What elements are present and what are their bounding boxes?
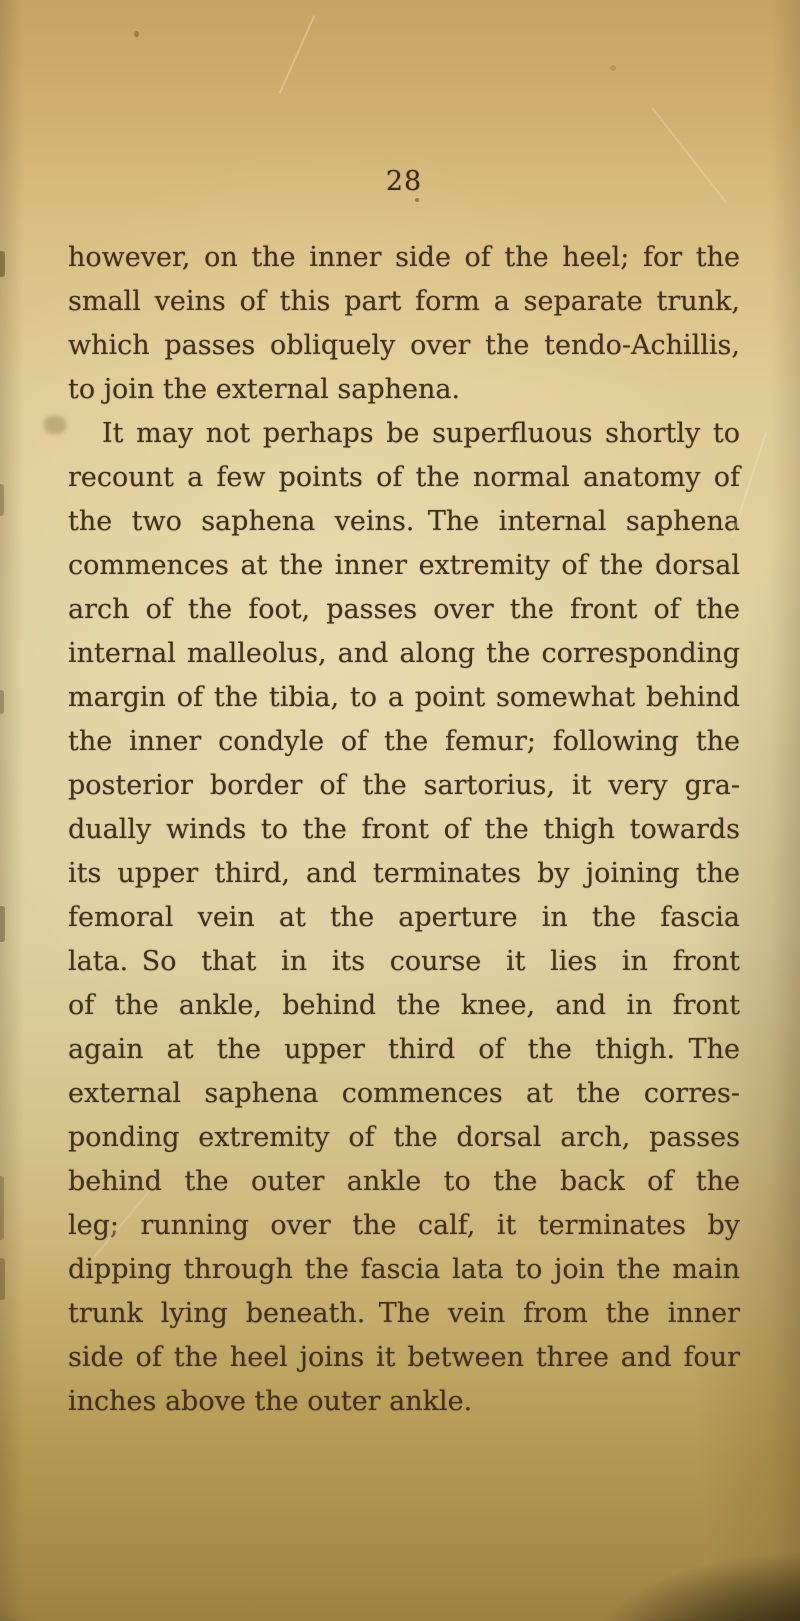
text-line: posterior border of the sartorius, it very gra- (68, 770, 740, 801)
text-line: the inner condyle of the femur; following the (68, 726, 740, 757)
text-line: again at the upper third of the thigh. The (68, 1034, 740, 1065)
text-line: recount a few points of the normal anatomy of (68, 462, 740, 493)
text-line: its upper third, and terminates by joining the (68, 858, 740, 889)
text-line: external saphena commences at the corres- (68, 1078, 740, 1109)
text-line: however, on the inner side of the heel; for the (68, 242, 740, 273)
text-line: leg; running over the calf, it terminates by (68, 1210, 740, 1241)
text-line: the two saphena veins. The internal saphena (68, 506, 740, 537)
edge-smudge (0, 1258, 5, 1300)
text-line: femoral vein at the aperture in the fascia (68, 902, 740, 933)
text-line: small veins of this part form a separate trunk, (68, 286, 740, 317)
paper-speck (134, 31, 139, 37)
paper-speck (415, 198, 419, 202)
edge-smudge (0, 251, 5, 277)
page-number: 28 (385, 166, 423, 197)
edge-smudge (0, 906, 5, 942)
paper-speck (610, 65, 616, 71)
paragraph (68, 236, 740, 412)
text-line: of the ankle, behind the knee, and in front (68, 990, 740, 1021)
text-line: arch of the foot, passes over the front of the (68, 594, 740, 625)
text-line: commences at the inner extremity of the dorsal (68, 550, 740, 581)
text-line: which passes obliquely over the tendo-Achillis, (68, 330, 740, 361)
edge-smudge (0, 1176, 4, 1240)
text-line: dipping through the fascia lata to join the main (68, 1254, 740, 1285)
paper-smudge (44, 416, 66, 434)
text-line: inches above the outer ankle. (68, 1386, 473, 1417)
text-line: trunk lying beneath. The vein from the inner (68, 1298, 740, 1329)
text-line: side of the heel joins it between three and four (68, 1342, 740, 1373)
edge-smudge (0, 690, 4, 714)
text-line: dually winds to the front of the thigh towards (68, 814, 740, 845)
text-line: lata. So that in its course it lies in front (68, 946, 740, 977)
paragraph (68, 412, 740, 1424)
text-line: ponding extremity of the dorsal arch, passes (68, 1122, 740, 1153)
edge-smudge (0, 484, 4, 516)
text-line: margin of the tibia, to a point somewhat behind (68, 682, 740, 713)
text-block (68, 236, 740, 1424)
text-line: to join the external saphena. (68, 374, 461, 405)
text-line: internal malleolus, and along the corresponding (68, 638, 740, 669)
text-line: It may not perhaps be superfluous shortly to (102, 418, 740, 449)
scratch-mark (279, 15, 315, 93)
text-line: behind the outer ankle to the back of the (68, 1166, 740, 1197)
